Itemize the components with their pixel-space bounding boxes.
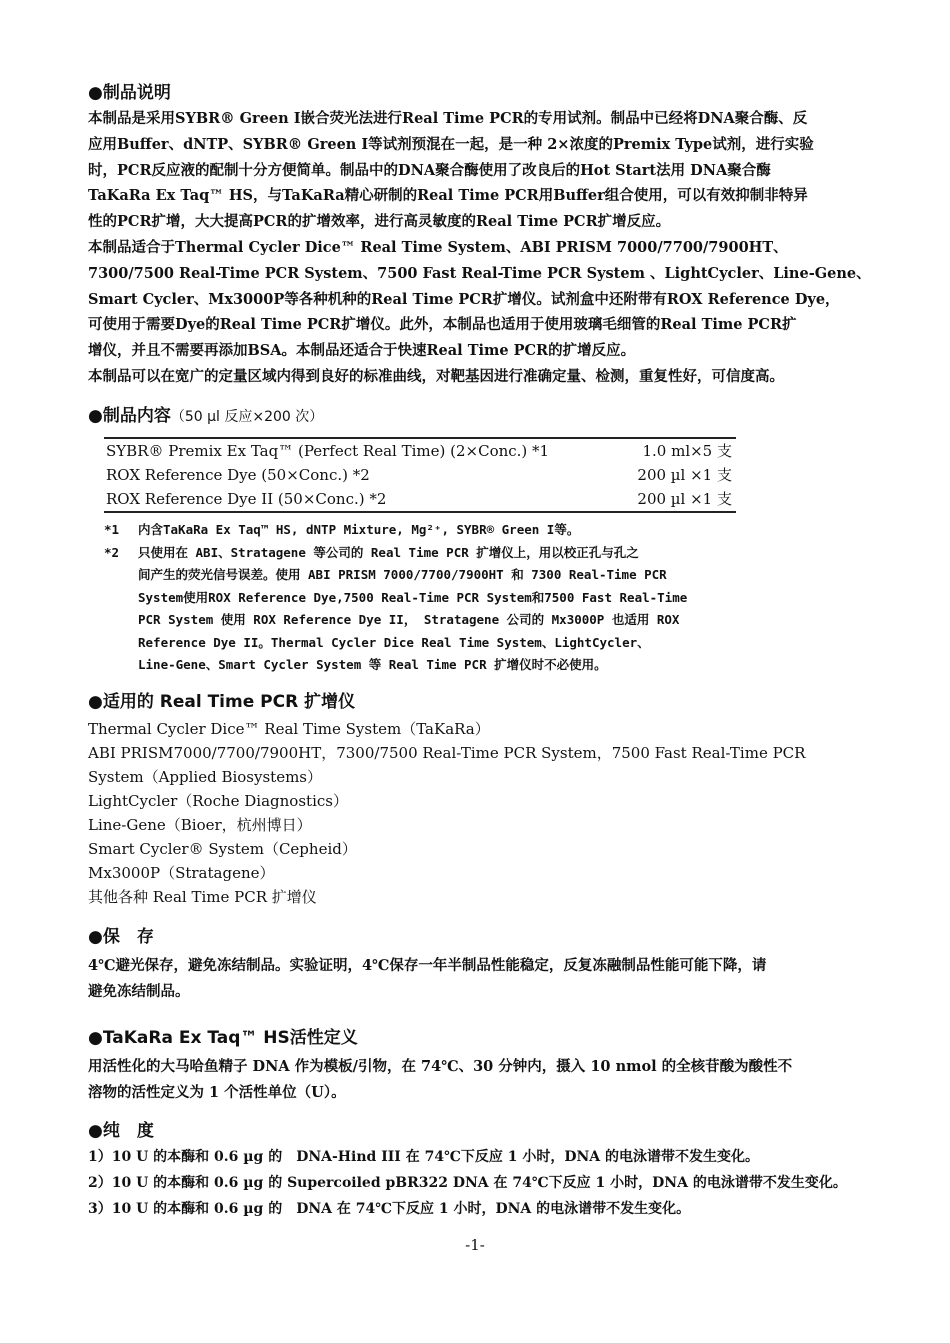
- instrument-line: Smart Cycler® System（Cepheid）: [88, 840, 357, 858]
- instrument-line: ABI PRISM7000/7700/7900HT，7300/7500 Real-Time PCR System，7500 Fast Real-Time PCR: [88, 744, 806, 762]
- storage-body: [88, 953, 868, 1005]
- section-title-storage: ●保 存: [88, 927, 154, 947]
- item-name: SYBR® Premix Ex Taq™ (Perfect Real Time) (2×Conc.) *1: [106, 442, 550, 460]
- instrument-line: Thermal Cycler Dice™ Real Time System（TaKaRa）: [88, 720, 490, 738]
- instruments-list: [88, 717, 868, 909]
- description-line: 本制品可以在宽广的定量区域内得到良好的标准曲线，对靶基因进行准确定量、检测，重复性好，可信度高。: [88, 367, 784, 385]
- footnote-mark: *2: [104, 544, 120, 560]
- section-title-instruments: ●适用的 Real Time PCR 扩增仪: [88, 692, 356, 712]
- instrument-line: 其他各种 Real Time PCR 扩增仪: [88, 888, 317, 906]
- contents-title: ●制品内容: [88, 406, 171, 426]
- item-quantity: 200 µl ×1 支: [637, 466, 732, 484]
- description-line: 本制品是采用SYBR® Green I嵌合荧光法进行Real Time PCR的专用试剂。制品中已经将DNA聚合酶、反: [88, 110, 808, 127]
- activity-line: 用活性化的大马哈鱼精子 DNA 作为模板/引物，在 74℃、30 分钟内，摄入 10 nmol 的全核苷酸为酸性不: [88, 1058, 793, 1075]
- section-title-activity: ●TaKaRa Ex Taq™ HS活性定义: [88, 1028, 358, 1048]
- table-row: [104, 463, 736, 487]
- footnotes: [104, 519, 754, 677]
- item-name: ROX Reference Dye (50×Conc.) *2: [106, 466, 370, 484]
- storage-line: 4℃避光保存，避免冻结制品。实验证明，4℃保存一年半制品性能稳定，反复冻融制品性能可能下降，请: [88, 957, 767, 974]
- contents-subtitle: （50 µl 反应×200 次）: [170, 409, 324, 425]
- footnote-text: 内含TaKaRa Ex Taq™ HS, dNTP Mixture, Mg²⁺, SYBR® Green I等。: [138, 522, 580, 537]
- section-title-purity: ●纯 度: [88, 1121, 154, 1141]
- contents-table: [104, 437, 736, 513]
- footnote-text: Line-Gene、Smart Cycler System 等 Real Time PCR 扩增仪时不必使用。: [138, 657, 607, 672]
- description-line: Smart Cycler、Mx3000P等各种机种的Real Time PCR扩增仪。试剂盒中还附带有ROX Reference Dye，: [88, 290, 840, 308]
- footnote-1: [104, 519, 754, 542]
- purity-line: 1）10 U 的本酶和 0.6 µg 的 DNA-Hind III 在 74℃下反应 1 小时，DNA 的电泳谱带不发生变化。: [88, 1149, 760, 1165]
- footnote-text: 只使用在 ABI、Stratagene 等公司的 Real Time PCR 扩增仪上，用以校正孔与孔之: [138, 544, 639, 560]
- description-line: 本制品适合于Thermal Cycler Dice™ Real Time System、ABI PRISM 7000/7700/7900HT、: [88, 238, 788, 256]
- purity-line: 2）10 U 的本酶和 0.6 µg 的 Supercoiled pBR322 DNA 在 74℃下反应 1 小时，DNA 的电泳谱带不发生变化。: [88, 1174, 847, 1191]
- table-row: [104, 439, 736, 463]
- table-row: [104, 487, 736, 511]
- instrument-line: System（Applied Biosystems）: [88, 768, 323, 786]
- purity-body: [88, 1145, 868, 1222]
- section-title-description: ●制品说明: [88, 83, 171, 103]
- footnote-text: PCR System 使用 ROX Reference Dye II， Stratagene 公司的 Mx3000P 也适用 ROX: [138, 612, 680, 627]
- description-body: [88, 106, 871, 390]
- footnote-text: 间产生的荧光信号误差。使用 ABI PRISM 7000/7700/7900HT 和 7300 Real-Time PCR: [138, 567, 667, 582]
- instrument-line: LightCycler（Roche Diagnostics）: [88, 792, 348, 810]
- footnote-2: [104, 542, 754, 565]
- instrument-line: Mx3000P（Stratagene）: [88, 864, 275, 882]
- item-name: ROX Reference Dye II (50×Conc.) *2: [106, 490, 387, 508]
- description-line: 增仪，并且不需要再添加BSA。本制品还适合于快速Real Time PCR的扩增反应。: [88, 342, 636, 360]
- description-line: 可使用于需要Dye的Real Time PCR扩增仪。此外，本制品也适用于使用玻璃毛细管的Real Time PCR扩: [88, 316, 797, 334]
- description-line: 应用Buffer、dNTP、SYBR® Green I等试剂预混在一起，是一种 2×浓度的Premix Type试剂，进行实验: [88, 135, 814, 153]
- activity-line: 溶物的活性定义为 1 个活性单位（U）。: [88, 1083, 346, 1101]
- description-line: 时，PCR反应液的配制十分方便简单。制品中的DNA聚合酶使用了改良后的Hot Start法用 DNA聚合酶: [88, 161, 771, 179]
- section-title-contents: [88, 405, 323, 428]
- item-quantity: 200 µl ×1 支: [637, 490, 732, 508]
- item-quantity: 1.0 ml×5 支: [642, 442, 732, 460]
- description-line: TaKaRa Ex Taq™ HS，与TaKaRa精心研制的Real Time PCR用Buffer组合使用，可以有效抑制非特异: [88, 187, 808, 205]
- description-line: 性的PCR扩增，大大提高PCR的扩增效率，进行高灵敏度的Real Time PCR扩增反应。: [88, 213, 671, 231]
- description-line: 7300/7500 Real-Time PCR System、7500 Fast Real-Time PCR System 、LightCycler、Line-Gene、: [88, 264, 871, 282]
- storage-line: 避免冻结制品。: [88, 982, 190, 1000]
- footnote-mark: *1: [104, 522, 120, 537]
- purity-line: 3）10 U 的本酶和 0.6 µg 的 DNA 在 74℃下反应 1 小时，DNA 的电泳谱带不发生变化。: [88, 1200, 691, 1217]
- footnote-text: System使用ROX Reference Dye,7500 Real-Time PCR System和7500 Fast Real-Time: [138, 589, 688, 605]
- page-number: -1-: [465, 1236, 485, 1254]
- footnote-text: Reference Dye II。Thermal Cycler Dice Real Time System、LightCycler、: [138, 634, 650, 650]
- activity-body: [88, 1054, 868, 1106]
- instrument-line: Line-Gene（Bioer，杭州博日）: [88, 816, 312, 834]
